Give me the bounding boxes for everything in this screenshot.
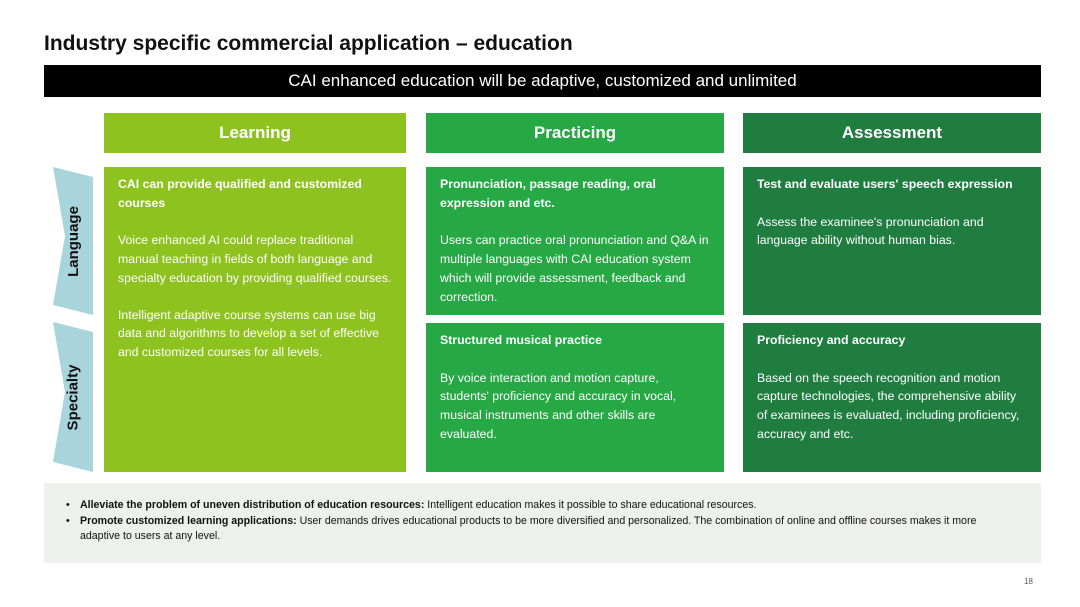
cell-learning bbox=[104, 167, 406, 472]
cell-assessment-language-body: Assess the examinee's pronunciation and language ability without human bias. bbox=[757, 214, 984, 248]
column-header-assessment: Assessment bbox=[743, 113, 1041, 153]
row-label-language bbox=[53, 167, 93, 315]
notes-box bbox=[44, 483, 1041, 563]
cell-learning-heading: CAI can provide qualified and customized courses bbox=[118, 177, 362, 210]
cell-assessment-language bbox=[743, 167, 1041, 315]
note-item-bold: Alleviate the problem of uneven distribution of education resources: bbox=[80, 499, 425, 511]
page-title: Industry specific commercial application – education bbox=[44, 32, 573, 55]
cell-learning-paragraph-2: Intelligent adaptive course systems can use big data and algorithms to develop a set of effective and customized courses for all levels. bbox=[118, 307, 379, 359]
row-label-specialty bbox=[53, 322, 93, 472]
note-item-text: Intelligent education makes it possible to share educational resources. bbox=[424, 499, 757, 511]
cell-practicing-language bbox=[426, 167, 724, 315]
note-item-text: User demands drives educational products to be more diversified and personalized. The combination of online and offline courses makes it more adaptive to users at any level. bbox=[80, 514, 977, 543]
cell-practicing-language-body: Users can practice oral pronunciation and Q&A in multiple languages with CAI education system which will provide assessment, feedback and correction. bbox=[440, 233, 709, 304]
cell-practicing-specialty-heading: Structured musical practice bbox=[440, 333, 602, 347]
row-label-specialty-text: Specialty bbox=[64, 364, 82, 430]
note-item bbox=[66, 514, 1019, 545]
cell-practicing-specialty-body: By voice interaction and motion capture, students' proficiency and accuracy in vocal, musical instruments and other skills are evaluated. bbox=[440, 370, 677, 441]
headline-banner: CAI enhanced education will be adaptive, customized and unlimited bbox=[44, 65, 1041, 97]
cell-learning-paragraph-1: Voice enhanced AI could replace traditional manual teaching in fields of both language and specialty education by providing qualified courses. bbox=[118, 233, 392, 285]
row-label-language-text: Language bbox=[64, 205, 82, 277]
column-header-learning: Learning bbox=[104, 113, 406, 153]
notes-list bbox=[66, 498, 1019, 545]
cell-assessment-specialty bbox=[743, 323, 1041, 472]
column-header-practicing: Practicing bbox=[426, 113, 724, 153]
cell-practicing-language-heading: Pronunciation, passage reading, oral expression and etc. bbox=[440, 177, 656, 210]
cell-assessment-specialty-body: Based on the speech recognition and motion capture technologies, the comprehensive ability of examinees is evaluated, including proficiency, accuracy and etc. bbox=[757, 370, 1020, 441]
note-item bbox=[66, 498, 1019, 514]
cell-practicing-specialty bbox=[426, 323, 724, 472]
cell-assessment-specialty-heading: Proficiency and accuracy bbox=[757, 333, 906, 347]
cell-assessment-language-heading: Test and evaluate users' speech expression bbox=[757, 177, 1013, 191]
page-number: 18 bbox=[1024, 577, 1033, 586]
note-item-bold: Promote customized learning applications: bbox=[80, 514, 297, 527]
